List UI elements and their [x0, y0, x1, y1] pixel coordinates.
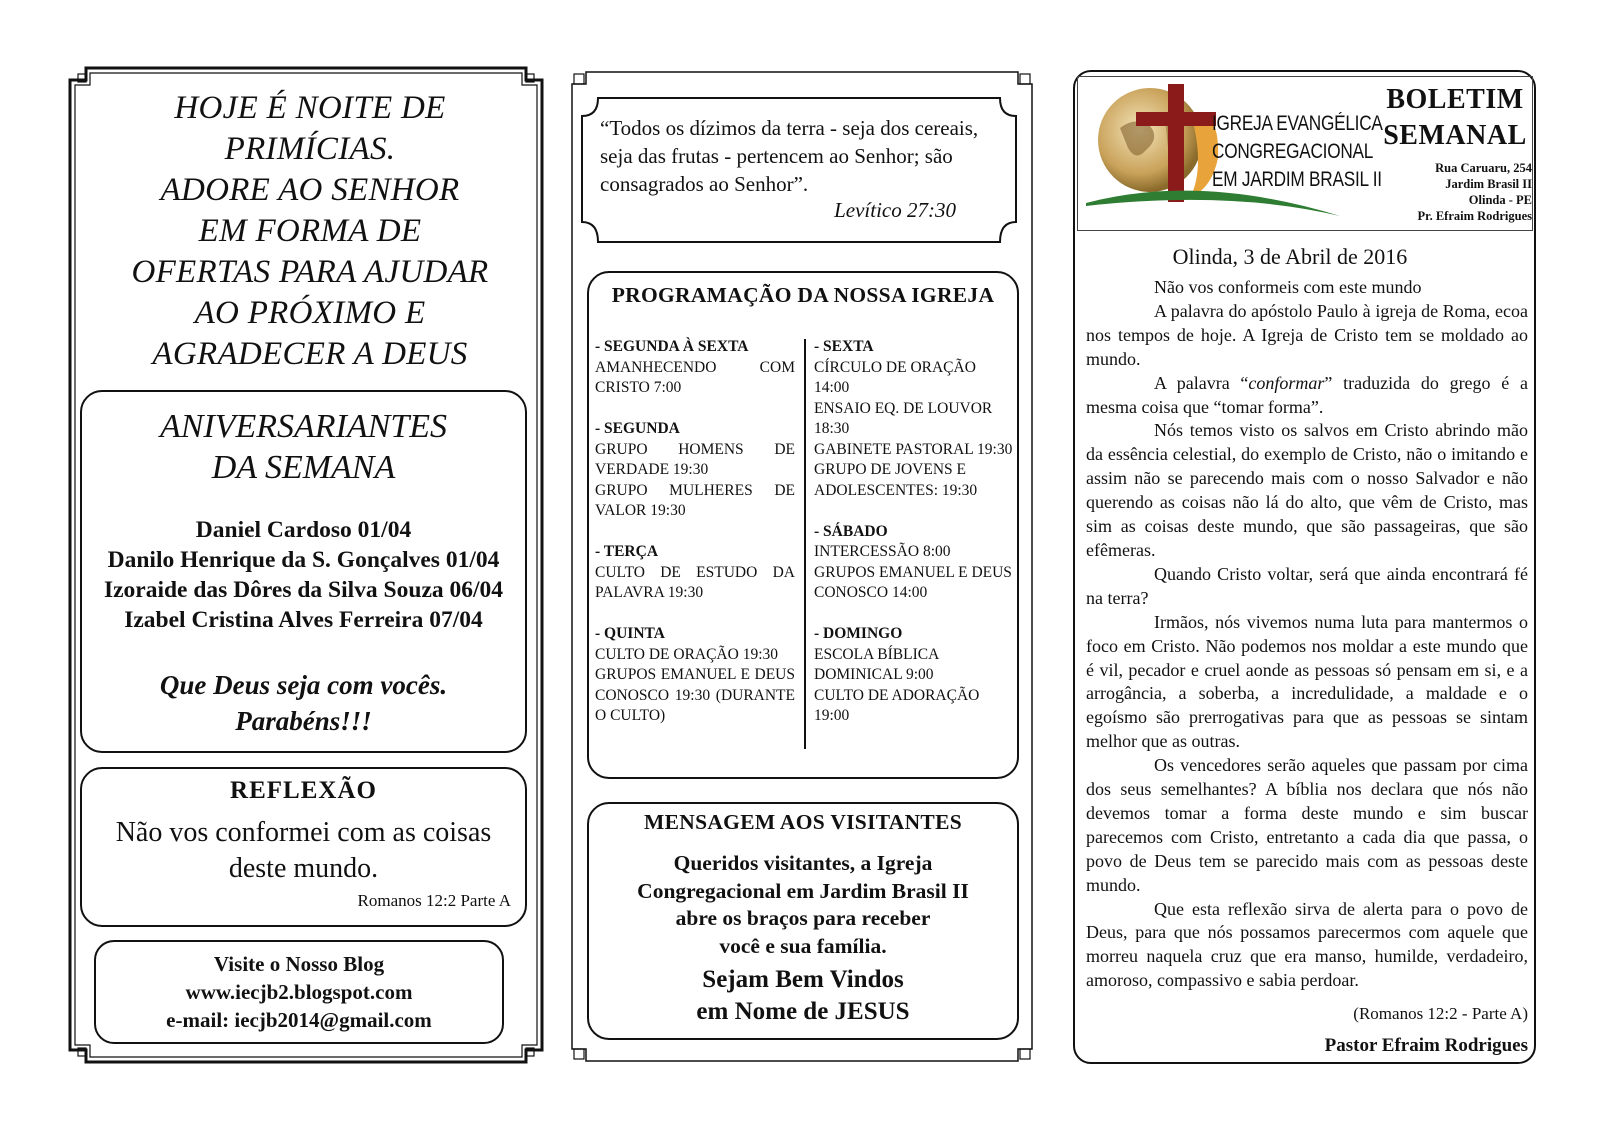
- birthday-entry: Daniel Cardoso 01/04: [195, 517, 412, 543]
- visitors-title: MENSAGEM AOS VISITANTES: [644, 810, 962, 834]
- welcome-line: Sejam Bem Vindos: [702, 966, 904, 993]
- reflection-line: Não vos conformei com as coisas: [115, 817, 492, 848]
- primicias-line: PRIMÍCIAS.: [224, 131, 396, 167]
- church-name-line: EM JARDIM BRASIL II: [1212, 168, 1382, 191]
- program-day: - TERÇA: [595, 543, 659, 560]
- church-name: [1212, 110, 1383, 194]
- primicias-line: AGRADECER A DEUS: [152, 336, 468, 372]
- program-item: ESCOLA BÍBLICA DOMINICAL 9:00: [814, 645, 939, 683]
- address-line: Pr. Efraim Rodrigues: [1417, 209, 1532, 223]
- verse-line: “Todos os dízimos da terra - seja dos cereais,: [600, 116, 979, 140]
- church-name-line: IGREJA EVANGÉLICA: [1212, 112, 1383, 135]
- reflection-title: REFLEXÃO: [230, 777, 377, 804]
- article-paragraph: Os vencedores serão aqueles que passam por cima dos seus semelhantes? A bíblia nos declara que nós não devemos tomar a forma deste mundo e sim buscar parecemos com Cristo, entretanto a cada dia que passa, o povo de Deus tem se parecido mais com as pessoas deste mundo.: [1086, 755, 1528, 895]
- church-address: [1378, 160, 1532, 224]
- program-left-column: [595, 337, 795, 747]
- article-text: A palavra “: [1154, 372, 1249, 393]
- visitors-message: [589, 850, 1017, 960]
- article-paragraph: Nós temos visto os salvos em Cristo abrindo mão da essência celestial, do exemplo de Cristo, não o imitando e assim não se parecendo mais com o nosso Salvador e não querendo as coisas não lá do alto, que vêm de Cristo, mas sim as coisas deste mundo, que são passageiras, que são efêmeras.: [1086, 420, 1528, 560]
- birthday-entry: Izoraide das Dôres da Silva Souza 06/04: [103, 577, 504, 603]
- bulletin-title-line: SEMANAL: [1383, 120, 1527, 151]
- program-column-divider: [804, 339, 806, 749]
- address-line: Rua Caruaru, 254: [1435, 161, 1532, 175]
- visitors-line: você e sua família.: [719, 933, 887, 958]
- primicias-line: OFERTAS PARA AJUDAR: [131, 254, 489, 290]
- address-line: Olinda - PE: [1468, 193, 1532, 207]
- program-day: - SEXTA: [814, 338, 874, 355]
- article-paragraph: [1086, 372, 1528, 420]
- program-group: [595, 624, 795, 727]
- welcome-line: em Nome de JESUS: [696, 998, 910, 1025]
- article-paragraph: A palavra do apóstolo Paulo à igreja de Roma, ecoa nos tempos de hoje. A Igreja de Cristo tem se moldado ao mundo.: [1086, 300, 1528, 369]
- article-signature: Pastor Efraim Rodrigues: [1324, 1035, 1528, 1056]
- program-right-column: [814, 337, 1014, 747]
- article-text: ” traduzida do grego é a mesma coisa que “tomar forma”.: [1086, 372, 1528, 417]
- visitors-line: abre os braços para receber: [675, 906, 931, 930]
- program-item: GRUPOS EMANUEL E DEUS CONOSCO 19:30 (DURANTE O CULTO): [595, 666, 795, 724]
- verse-line: consagrados ao Senhor”.: [600, 172, 809, 196]
- program-item: GRUPO DE JOVENS E ADOLESCENTES: 19:30: [814, 461, 978, 499]
- email-link[interactable]: e-mail: iecjb2014@gmail.com: [166, 1008, 432, 1032]
- visitors-box: [587, 802, 1019, 1040]
- verse-reference: Levítico 27:30: [834, 198, 956, 222]
- program-item: INTERCESSÃO 8:00: [814, 543, 951, 560]
- primicias-line: ADORE AO SENHOR: [160, 172, 460, 208]
- program-item: GRUPO MULHERES DE VALOR 19:30: [595, 481, 795, 519]
- primicias-line: HOJE É NOITE DE: [174, 90, 446, 126]
- program-group: [595, 419, 795, 522]
- verse-line: seja das frutas - pertencem ao Senhor; são: [600, 144, 953, 168]
- program-group: [595, 542, 795, 604]
- visitors-line: Congregacional em Jardim Brasil II: [637, 878, 969, 903]
- birthdays-title: [82, 406, 525, 488]
- program-group: [814, 522, 1014, 604]
- birthdays-title-line: ANIVERSARIANTES: [159, 408, 448, 445]
- bulletin-date: Olinda, 3 de Abril de 2016: [1172, 244, 1408, 269]
- bulletin-title-line: BOLETIM: [1386, 84, 1524, 115]
- primicias-line: AO PRÓXIMO E: [194, 295, 426, 331]
- article-heading: Não vos conformeis com este mundo: [1154, 277, 1422, 297]
- birthdays-box: [80, 390, 527, 753]
- birthdays-list: [82, 515, 525, 635]
- program-item: ENSAIO EQ. DE LOUVOR 18:30: [814, 399, 993, 437]
- reflection-reference: Romanos 12:2 Parte A: [357, 891, 511, 910]
- reflection-line: deste mundo.: [228, 853, 379, 884]
- reflection-box: [80, 767, 527, 927]
- birthdays-blessing: [82, 667, 525, 739]
- verse-text: [600, 114, 1020, 198]
- swoosh-icon: [1086, 191, 1340, 216]
- reflection-text: [82, 815, 525, 887]
- program-group: [814, 337, 1014, 501]
- birthday-entry: Danilo Henrique da S. Gonçalves 01/04: [107, 547, 500, 573]
- program-item: CULTO DE ADORAÇÃO 19:00: [814, 686, 980, 724]
- program-day: - SEGUNDA À SEXTA: [595, 338, 749, 355]
- birthdays-title-line: DA SEMANA: [211, 449, 396, 486]
- blog-box: [94, 940, 504, 1044]
- program-box: [587, 271, 1019, 779]
- blog-url-link[interactable]: www.iecjb2.blogspot.com: [185, 980, 413, 1004]
- article-emphasis: conformar: [1248, 372, 1325, 393]
- program-item: CÍRCULO DE ORAÇÃO 14:00: [814, 358, 976, 396]
- blessing-line: Que Deus seja com vocês.: [159, 670, 448, 700]
- program-item: GRUPOS EMANUEL E DEUS CONOSCO 14:00: [814, 563, 1012, 601]
- blessing-line: Parabéns!!!: [235, 706, 372, 736]
- visitors-line: Queridos visitantes, a Igreja: [673, 851, 933, 875]
- program-title: PROGRAMAÇÃO DA NOSSA IGREJA: [611, 283, 995, 307]
- program-day: - SEGUNDA: [595, 420, 680, 437]
- article-paragraph: Irmãos, nós vivemos numa luta para mantermos o foco em Cristo. Não podemos nos moldar a este mundo que é vil, pecador e cruel aonde as pessoas só pensam em si, e a arrogância, a soberba, a incredulidade, a maldade e o egoísmo são prerrogativas para que as pessoas se sintam melhor que as outras.: [1086, 611, 1528, 752]
- birthday-entry: Izabel Cristina Alves Ferreira 07/04: [124, 607, 483, 633]
- pastor-article: [1086, 276, 1528, 993]
- program-group: [814, 624, 1014, 727]
- article-paragraph: Quando Cristo voltar, será que ainda encontrará fé na terra?: [1086, 563, 1528, 608]
- address-line: Jardim Brasil II: [1445, 177, 1532, 191]
- program-item: GABINETE PASTORAL 19:30: [814, 440, 1013, 458]
- bulletin-title: [1378, 82, 1532, 154]
- program-item: AMANHECENDO COM CRISTO 7:00: [595, 358, 795, 396]
- program-day: - SÁBADO: [814, 522, 888, 540]
- program-item: CULTO DE ORAÇÃO 19:30: [595, 645, 779, 663]
- primicias-announcement: [90, 88, 530, 375]
- cross-icon: [1168, 84, 1184, 202]
- blog-info: [96, 950, 502, 1034]
- program-item: CULTO DE ESTUDO DA PALAVRA 19:30: [595, 563, 795, 601]
- primicias-line: EM FORMA DE: [198, 213, 422, 249]
- church-name-line: CONGREGACIONAL: [1212, 140, 1374, 163]
- blog-heading: Visite o Nosso Blog: [213, 952, 385, 976]
- program-item: GRUPO HOMENS DE VERDADE 19:30: [595, 440, 795, 478]
- program-day: - QUINTA: [595, 625, 665, 642]
- article-reference: (Romanos 12:2 - Parte A): [1353, 1004, 1528, 1023]
- program-group: [595, 337, 795, 399]
- visitors-welcome: [589, 964, 1017, 1028]
- article-paragraph: Que esta reflexão sirva de alerta para o povo de Deus, para que nós possamos parecermos com aquele que morreu naquela cruz que era manso, humilde, verdadeiro, amoroso, compassivo e sabia perdoar.: [1086, 898, 1528, 991]
- program-day: - DOMINGO: [814, 625, 903, 642]
